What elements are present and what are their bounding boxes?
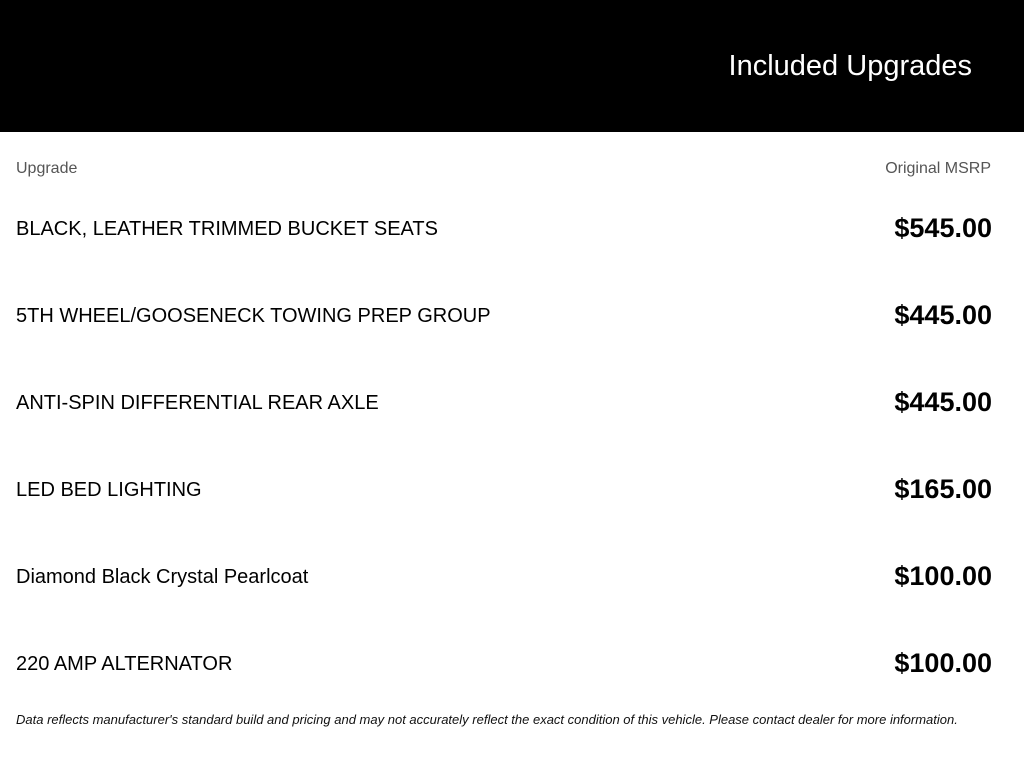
upgrade-price: $165.00	[894, 474, 992, 504]
upgrade-name: ANTI-SPIN DIFFERENTIAL REAR AXLE	[16, 392, 379, 414]
upgrade-row	[16, 635, 992, 722]
upgrade-name: 5TH WHEEL/GOOSENECK TOWING PREP GROUP	[16, 305, 491, 327]
upgrade-row	[16, 200, 992, 287]
upgrade-row	[16, 287, 992, 374]
upgrade-name: BLACK, LEATHER TRIMMED BUCKET SEATS	[16, 218, 438, 240]
disclaimer-text: Data reflects manufacturer's standard build and pricing and may not accurately reflect the exact condition of this vehicle. Please contact dealer for more information.	[16, 712, 958, 727]
upgrade-price: $100.00	[894, 648, 992, 678]
upgrade-price: $445.00	[894, 300, 992, 330]
upgrade-list	[16, 200, 992, 722]
upgrade-name: Diamond Black Crystal Pearlcoat	[16, 566, 309, 588]
page-title: Included Upgrades	[728, 50, 972, 82]
column-header-upgrade: Upgrade	[16, 160, 78, 177]
upgrade-row	[16, 461, 992, 548]
column-headers	[16, 160, 991, 180]
upgrade-name: LED BED LIGHTING	[16, 479, 202, 501]
upgrade-price: $545.00	[894, 213, 992, 243]
upgrade-row	[16, 548, 992, 635]
header-banner	[0, 0, 1024, 132]
upgrade-row	[16, 374, 992, 461]
column-header-msrp: Original MSRP	[885, 160, 991, 177]
upgrade-price: $100.00	[894, 561, 992, 591]
upgrade-name: 220 AMP ALTERNATOR	[16, 653, 233, 675]
upgrade-price: $445.00	[894, 387, 992, 417]
